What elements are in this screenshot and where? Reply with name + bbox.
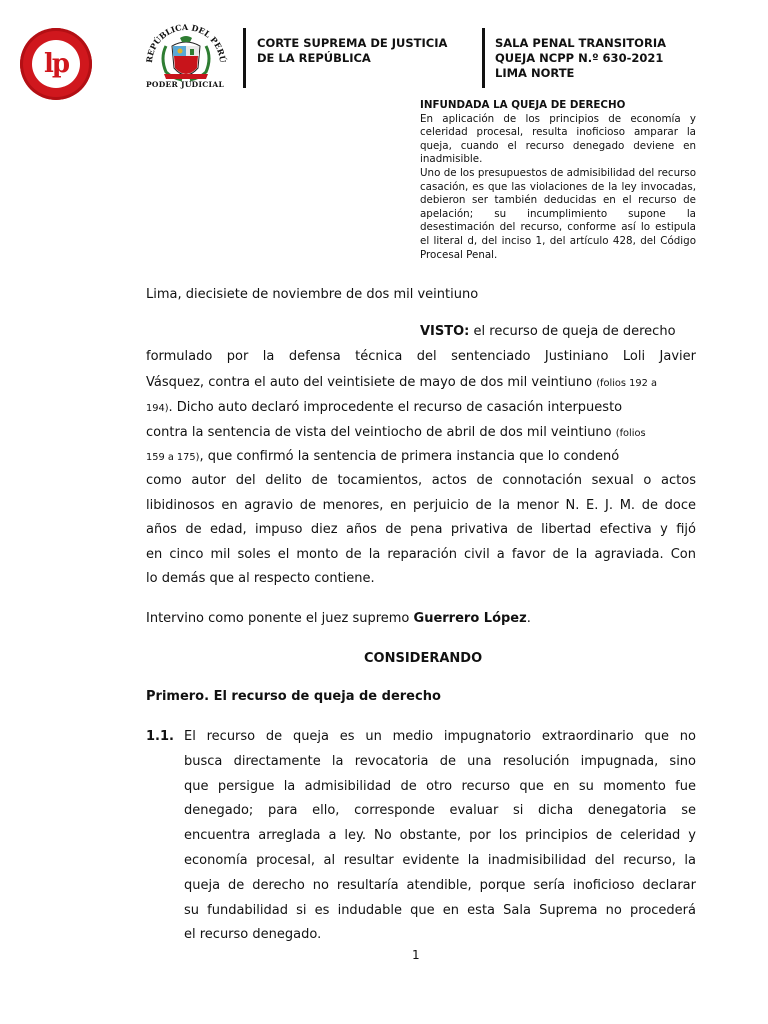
item-1-1-line-4: denegado; para ello, corresponde evaluar si dicha denegatoria se	[184, 803, 696, 818]
item-1-1-line-9: el recurso denegado.	[184, 927, 322, 942]
case-info	[495, 36, 666, 81]
folios-ref-1a: (folios 192 a	[596, 378, 657, 389]
visto-line-3	[146, 375, 657, 390]
visto-line-8: libidinosos en agravio de menores, en perjuicio de la menor N. E. J. M. de doce	[146, 498, 696, 513]
summary-paragraph-1: En aplicación de los principios de economía y celeridad procesal, resulta inoficioso amparar la queja, cuando el recurso denegado deviene en inadmisible.	[420, 112, 696, 166]
visto-line-7: como autor del delito de tocamientos, actos de connotación sexual o actos	[146, 473, 696, 488]
ponente-end: .	[526, 611, 531, 626]
item-1-1-line-6: economía procesal, al resultar evidente la inadmisibilidad del recurso, la	[184, 853, 696, 868]
ponente-text: Intervino como ponente el juez supremo	[146, 611, 414, 626]
visto-text-4: . Dicho auto declaró improcedente el recurso de casación interpuesto	[168, 400, 623, 415]
ponente-name: Guerrero López	[413, 611, 527, 626]
section-primero-heading: Primero. El recurso de queja de derecho	[146, 689, 441, 704]
court-line-2: DE LA REPÚBLICA	[257, 51, 371, 65]
item-1-1-line-7: queja de derecho no resultaría atendible, porque sería inoficioso declarar	[184, 878, 696, 893]
case-chamber: SALA PENAL TRANSITORIA	[495, 36, 666, 50]
visto-text-5: contra la sentencia de vista del veintiocho de abril de dos mil veintiuno	[146, 425, 616, 440]
header-divider-1	[243, 28, 246, 88]
visto-line-1	[420, 324, 676, 339]
lp-logo-text: lp	[43, 49, 69, 79]
emblem-arc-text: REPÚBLICA DEL PERÚ	[143, 21, 229, 64]
visto-line-11: lo demás que al respecto contiene.	[146, 571, 375, 586]
ponente-line	[146, 611, 531, 626]
court-line-1: CORTE SUPREMA DE JUSTICIA	[257, 36, 448, 50]
folios-ref-1b: 194)	[146, 403, 169, 414]
case-district: LIMA NORTE	[495, 66, 575, 80]
folios-ref-2a: (folios	[615, 428, 646, 439]
header-divider-2	[482, 28, 485, 88]
item-1-1-line-1: El recurso de queja es un medio impugnatorio extraordinario que no	[184, 729, 696, 744]
item-1-1-line-3: que persigue la admisibilidad de otro recurso que en su momento fue	[184, 779, 696, 794]
visto-label: VISTO:	[420, 324, 470, 339]
summary-title: INFUNDADA LA QUEJA DE DERECHO	[420, 99, 626, 111]
item-1-1-line-5: encuentra arreglada a ley. No obstante, por los principios de celeridad y	[184, 828, 696, 843]
item-number-1-1: 1.1.	[146, 729, 174, 744]
visto-line-6	[146, 449, 619, 464]
summary-box	[420, 99, 696, 262]
summary-paragraph-2: Uno de los presupuestos de admisibilidad del recurso casación, es que las violaciones de la ley invocadas, debieron ser también deducidas en el recurso de apelación; su incumplimiento supone la desestimación del recurso, conforme así lo estipula el literal d, del inciso 1, del artículo 428, del Código Procesal Penal.	[420, 166, 696, 261]
visto-text-6: , que confirmó la sentencia de primera instancia que lo condenó	[199, 449, 620, 464]
court-name	[257, 36, 447, 66]
lp-logo	[20, 28, 92, 100]
folios-ref-2b: 159 a 175)	[146, 452, 200, 463]
case-number: QUEJA NCPP N.º 630-2021	[495, 51, 664, 65]
visto-line-9: años de edad, impuso diez años de pena privativa de libertad efectiva y fijó	[146, 522, 696, 537]
considerando-heading: CONSIDERANDO	[364, 651, 483, 666]
item-1-1-line-8: su fundabilidad si es indudable que en esta Sala Suprema no procederá	[184, 903, 696, 918]
date-line: Lima, diecisiete de noviembre de dos mil veintiuno	[146, 287, 479, 302]
visto-text-3: Vásquez, contra el auto del veintisiete de mayo de dos mil veintiuno	[146, 375, 597, 390]
visto-line-10: en cinco mil soles el monto de la reparación civil a favor de la agraviada. Con	[146, 547, 696, 562]
visto-text-1: el recurso de queja de derecho	[469, 324, 676, 339]
visto-line-2: formulado por la defensa técnica del sentenciado Justiniano Loli Javier	[146, 349, 696, 364]
item-1-1-line-2: busca directamente la revocatoria de una resolución impugnada, sino	[184, 754, 696, 769]
visto-line-4	[146, 400, 622, 415]
poder-judicial-label: PODER JUDICIAL	[145, 80, 225, 89]
visto-line-5	[146, 425, 646, 440]
page-number: 1	[412, 948, 420, 962]
